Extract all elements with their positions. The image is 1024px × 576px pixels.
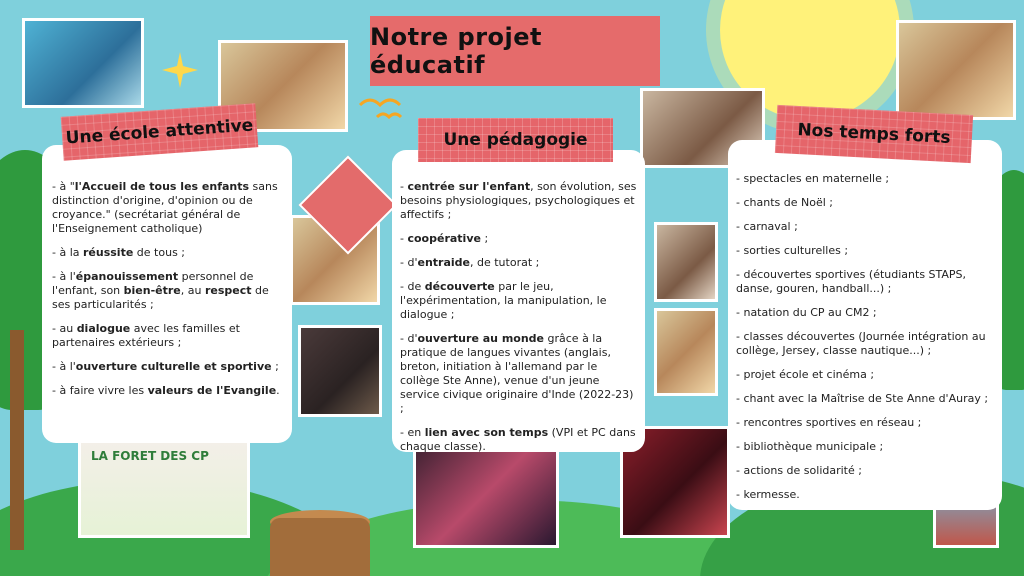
- list-item-highlight: épanouissement: [75, 270, 179, 283]
- list-item-text: - d': [400, 256, 418, 269]
- list-item-text: - rencontres sportives en réseau ;: [736, 416, 922, 429]
- list-item-highlight: découverte: [424, 280, 495, 293]
- list-item-text: -: [400, 180, 408, 193]
- list-item: [736, 440, 994, 454]
- list-item-text: - d': [400, 332, 418, 345]
- list-item: [736, 220, 994, 234]
- list-item-text: - à ": [52, 180, 75, 193]
- list-item: [52, 322, 286, 350]
- list-item-text: ;: [271, 360, 279, 373]
- list-item: [400, 256, 640, 270]
- list-item-highlight: bien-être: [123, 284, 181, 297]
- list-item: [736, 306, 994, 320]
- list-item-highlight: respect: [204, 284, 252, 297]
- list-item-highlight: entraide: [417, 256, 470, 269]
- list-item: [52, 384, 286, 398]
- list-item-text: - chant avec la Maîtrise de Ste Anne d'Auray ;: [736, 392, 989, 405]
- photo-kids-game: [654, 222, 718, 302]
- list-item-text: - découvertes sportives (étudiants STAPS, danse, gouren, handball...) ;: [736, 268, 967, 295]
- list-item-text: - spectacles en maternelle ;: [736, 172, 890, 185]
- list-item: [400, 180, 640, 222]
- photo-forest-drawing: [78, 440, 250, 538]
- list-item-text: - actions de solidarité ;: [736, 464, 862, 477]
- list-item-text: .: [276, 384, 280, 397]
- header-label: Nos temps forts: [796, 120, 952, 148]
- photo-class-group: [896, 20, 1016, 120]
- page-title-box: [370, 16, 660, 86]
- list-item: [736, 196, 994, 210]
- list-item-highlight: l'Accueil de tous les enfants: [74, 180, 250, 193]
- list-item: [400, 280, 640, 322]
- list-item: [736, 172, 994, 186]
- header-pedagogie: [418, 118, 613, 162]
- list-item: [52, 270, 286, 312]
- list-item: [52, 246, 286, 260]
- list-item: [736, 488, 994, 502]
- list-ecole-attentive: [52, 180, 286, 408]
- list-item-text: , son évolution, ses besoins physiologiques, psychologiques et affectifs ;: [400, 180, 637, 221]
- list-item-text: - chants de Noël ;: [736, 196, 833, 209]
- header-label: Une pédagogie: [443, 130, 588, 150]
- list-item: [400, 426, 640, 454]
- list-item-highlight: ouverture culturelle et sportive: [75, 360, 272, 373]
- tree-trunk-decoration: [10, 330, 24, 550]
- photo-kids-reading: [654, 308, 718, 396]
- list-temps-forts: [736, 172, 994, 512]
- list-item-highlight: ouverture au monde: [417, 332, 545, 345]
- list-item-text: personnel de l'enfant, son: [52, 270, 254, 297]
- list-item-text: , au: [180, 284, 205, 297]
- list-item-highlight: centrée sur l'enfant: [407, 180, 531, 193]
- list-item-highlight: valeurs de l'Evangile: [147, 384, 277, 397]
- list-item-text: - de: [400, 280, 425, 293]
- list-item-highlight: réussite: [83, 246, 134, 259]
- page-title: Notre projet éducatif: [370, 23, 542, 79]
- birds-icon: [355, 85, 415, 125]
- list-item-text: - en: [400, 426, 425, 439]
- tree-stump-decoration: [270, 518, 370, 576]
- list-item-text: - kermesse.: [736, 488, 800, 501]
- photo-sports-activity: [298, 325, 382, 417]
- list-item-text: de tous ;: [133, 246, 186, 259]
- list-item: [400, 332, 640, 416]
- list-item-text: - à l': [52, 360, 76, 373]
- drawing-caption: LA FORET DES CP: [91, 449, 209, 463]
- list-pedagogie: [400, 180, 640, 464]
- header-label: Une école attentive: [65, 115, 254, 149]
- list-item: [52, 360, 286, 374]
- list-item-text: ;: [480, 232, 489, 245]
- list-item: [736, 464, 994, 478]
- list-item: [736, 416, 994, 430]
- list-item-text: - classes découvertes (Journée intégration au collège, Jersey, classe nautique...) ;: [736, 330, 986, 357]
- header-temps-forts: [775, 105, 973, 163]
- list-item: [736, 330, 994, 358]
- star-icon: [160, 50, 200, 90]
- list-item-text: par le jeu, l'expérimentation, la manipulation, le dialogue ;: [400, 280, 607, 321]
- list-item-highlight: lien avec son temps: [424, 426, 549, 439]
- list-item: [400, 232, 640, 246]
- list-item: [736, 244, 994, 258]
- list-item-text: - natation du CP au CM2 ;: [736, 306, 877, 319]
- list-item-text: , de tutorat ;: [470, 256, 540, 269]
- photo-swimming-pool: [22, 18, 144, 108]
- list-item-text: grâce à la pratique de langues vivantes (anglais, breton, initiation à l'allemand par le collège Ste Anne), venue d'un jeune service civique originaire d'Inde (2022-23) ;: [400, 332, 634, 415]
- list-item-text: - projet école et cinéma ;: [736, 368, 875, 381]
- list-item-text: - à faire vivre les: [52, 384, 148, 397]
- list-item-text: -: [400, 232, 408, 245]
- list-item-text: - carnaval ;: [736, 220, 798, 233]
- list-item: [736, 268, 994, 296]
- list-item: [736, 368, 994, 382]
- list-item-text: de ses particularités ;: [52, 284, 269, 311]
- list-item-highlight: coopérative: [407, 232, 481, 245]
- list-item-highlight: dialogue: [76, 322, 131, 335]
- list-item: [52, 180, 286, 236]
- list-item-text: - bibliothèque municipale ;: [736, 440, 884, 453]
- list-item-text: - au: [52, 322, 77, 335]
- list-item-text: - sorties culturelles ;: [736, 244, 849, 257]
- list-item-text: avec les familles et partenaires extérieurs ;: [52, 322, 240, 349]
- list-item-text: - à l': [52, 270, 76, 283]
- list-item: [736, 392, 994, 406]
- list-item-text: - à la: [52, 246, 83, 259]
- list-item-text: (VPI et PC dans chaque classe).: [400, 426, 636, 453]
- list-item-text: sans distinction d'origine, d'opinion ou de croyance." (secrétariat général de l'Enseignement catholique): [52, 180, 278, 235]
